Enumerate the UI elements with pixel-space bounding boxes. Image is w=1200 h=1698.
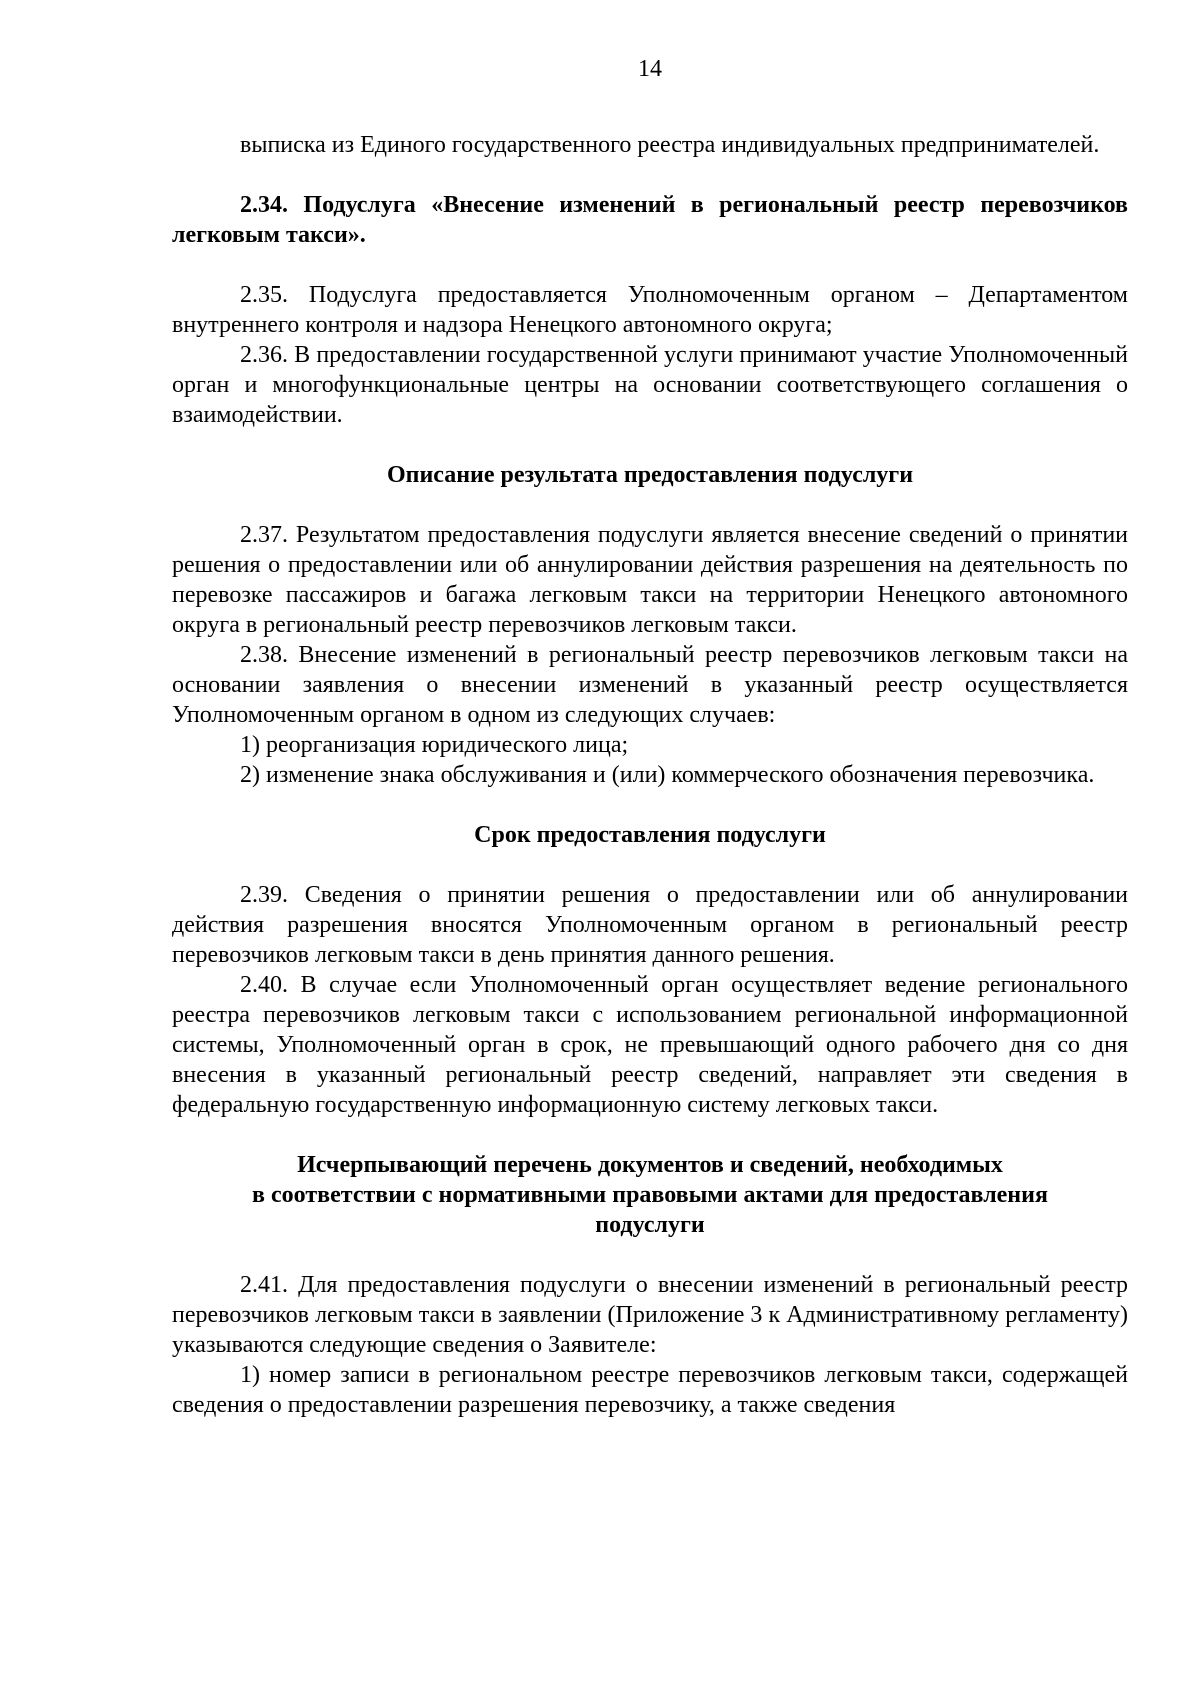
subsection-title-2-34: 2.34. Подуслуга «Внесение изменений в региональный реестр перевозчиков легковым такси».: [172, 192, 1128, 248]
paragraph-2-41: 2.41. Для предоставления подуслуги о внесении изменений в региональный реестр перевозчиков легковым такси в заявлении (Приложение 3 к Административному регламенту) указываются следующие сведения о Заявителе:: [172, 1272, 1128, 1358]
paragraph-2-40: 2.40. В случае если Уполномоченный орган осуществляет ведение регионального реестра перевозчиков легковым такси с использованием региональной информационной системы, Уполномоченный орган в срок, не превышающий одного рабочего дня со дня внесения в указанный региональный реестр сведений, направляет эти сведения в федеральную государственную информационную систему легковых такси.: [172, 972, 1128, 1118]
heading-required-documents: [172, 1150, 1128, 1240]
paragraph-2-38: 2.38. Внесение изменений в региональный реестр перевозчиков легковым такси на основании заявления о внесении изменений в указанный реестр осуществляется Уполномоченным органом в одном из следующих случаев:: [172, 642, 1128, 728]
paragraph-2-35: 2.35. Подуслуга предоставляется Уполномоченным органом – Департаментом внутреннего контроля и надзора Ненецкого автономного округа;: [172, 282, 1128, 338]
heading-required-documents-line-2: в соответствии с нормативными правовыми актами для предоставления: [252, 1182, 1048, 1208]
document-page: [172, 54, 1128, 1420]
page-number: 14: [638, 56, 662, 82]
list-item-1-registry-record-number: 1) номер записи в региональном реестре перевозчиков легковым такси, содержащей сведения о предоставлении разрешения перевозчику, а также сведения: [172, 1362, 1128, 1418]
list-item-2-service-mark-change: 2) изменение знака обслуживания и (или) коммерческого обозначения перевозчика.: [240, 762, 1095, 788]
heading-service-term: Срок предоставления подуслуги: [474, 822, 826, 848]
heading-result-description: Описание результата предоставления подуслуги: [386, 462, 914, 488]
paragraph-2-39: 2.39. Сведения о принятии решения о предоставлении или об аннулировании действия разрешения вносятся Уполномоченным органом в региональный реестр перевозчиков легковым такси в день принятия данного решения.: [172, 882, 1128, 968]
paragraph-2-37: 2.37. Результатом предоставления подуслуги является внесение сведений о принятии решения о предоставлении или об аннулировании действия разрешения на деятельность по перевозке пассажиров и багажа легковым такси на территории Ненецкого автономного округа в региональный реестр перевозчиков легковым такси.: [172, 522, 1128, 638]
heading-required-documents-line-1: Исчерпывающий перечень документов и сведений, необходимых: [297, 1152, 1003, 1178]
heading-required-documents-line-3: подуслуги: [595, 1212, 705, 1238]
paragraph-egrip-extract: выписка из Единого государственного реестра индивидуальных предпринимателей.: [240, 132, 1100, 158]
list-item-1-reorganization: 1) реорганизация юридического лица;: [240, 732, 629, 758]
paragraph-2-36: 2.36. В предоставлении государственной услуги принимают участие Уполномоченный орган и многофункциональные центры на основании соответствующего соглашения о взаимодействии.: [172, 342, 1128, 428]
